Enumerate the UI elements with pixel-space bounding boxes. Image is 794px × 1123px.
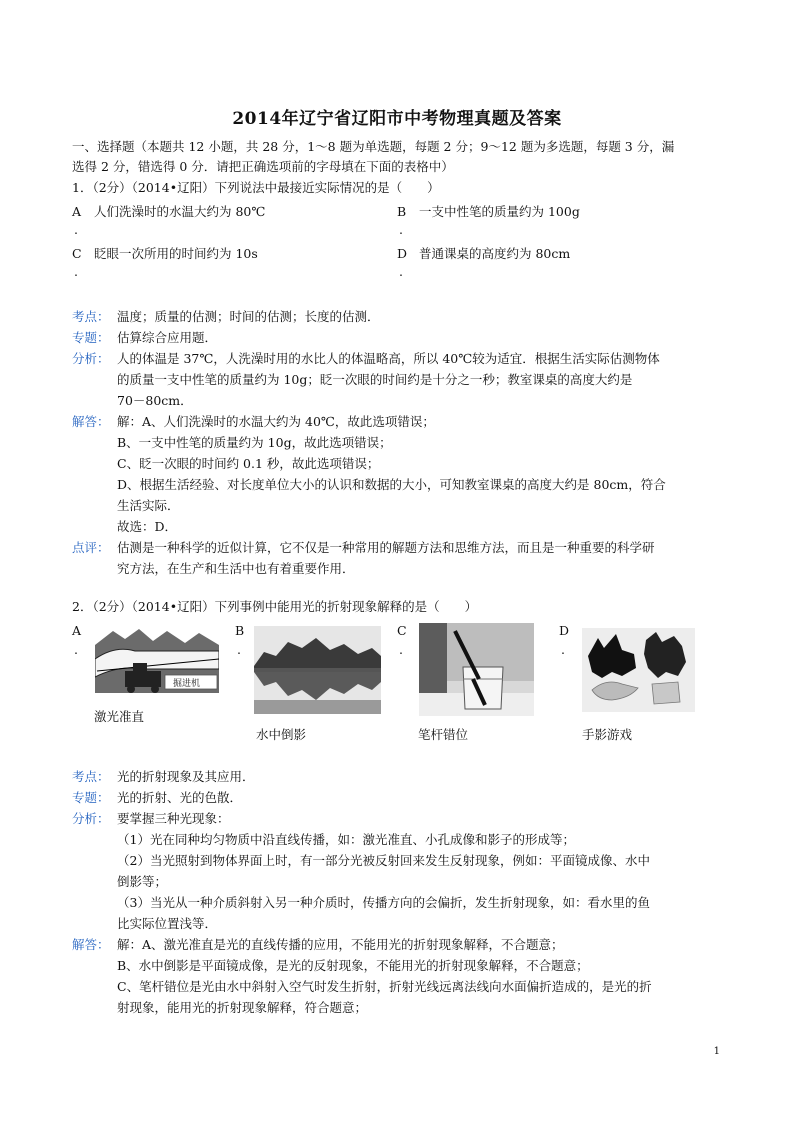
- q1-option-a: [72, 203, 265, 221]
- q2-zhuanti-text: 光的折射、光的色散．: [117, 790, 243, 805]
- q2-caption-b: 水中倒影: [256, 727, 307, 742]
- q1-zhuanti: [72, 327, 722, 348]
- q2-caption-d: 手影游戏: [582, 727, 633, 742]
- q1-zhuanti-text: 估算综合应用题．: [117, 330, 218, 345]
- pen-in-glass-photo: [419, 623, 534, 716]
- q1-jieda-line-1: 解：A、人们洗澡时的水温大约为 40℃，故此选项错误；: [117, 414, 435, 429]
- q2-jieda-line-3: C、笔杆错位是光由水中斜射入空气时发生折射，折射光线远离法线向水面偏折造成的，是光的折: [117, 979, 652, 994]
- q1-option-d-text: 普通课桌的高度约为 80cm: [419, 246, 571, 261]
- q1-option-d-letter: D: [397, 246, 408, 261]
- q2-fenxi-line-5: （3）当光从一种介质斜射入另一种介质时，传播方向的会偏折，发生折射现象，如：看水里的鱼: [117, 895, 650, 910]
- q1-fenxi-line-3: 70－80cm．: [117, 393, 193, 408]
- q1-option-a-text: 人们洗澡时的水温大约为 80℃: [94, 204, 266, 219]
- q1-dianping-line-1: 估测是一种科学的近似计算，它不仅是一种常用的解题方法和思维方法，而且是一种重要的科学研: [117, 540, 655, 555]
- q2-figure-d: [582, 628, 695, 712]
- q1-option-c-text: 眨眼一次所用的时间约为 10s: [94, 246, 258, 261]
- q1-option-b-letter: B: [397, 204, 407, 219]
- q2-option-d-dot: .: [561, 642, 565, 657]
- q2-jieda-line-2: B、水中倒影是平面镜成像，是光的反射现象，不能用光的折射现象解释，不合题意；: [117, 958, 589, 973]
- q1-jieda-line-5: 生活实际．: [117, 498, 180, 513]
- q1-option-c-dot: .: [74, 264, 78, 279]
- q2-option-c-letter: C: [397, 623, 407, 638]
- q2-option-b-dot: .: [237, 642, 241, 657]
- q1-dianping-line-2: 究方法，在生产和生活中也有着重要作用．: [117, 561, 355, 576]
- q2-jieda-label: 解答：: [72, 937, 110, 952]
- q1-option-d: [397, 245, 570, 263]
- water-reflection-photo: [254, 626, 381, 714]
- q1-kaodian-text: 温度；质量的估测；时间的估测；长度的估测．: [117, 309, 380, 324]
- q1-fenxi: [72, 348, 722, 411]
- q1-jieda-line-6: 故选：D．: [117, 519, 178, 534]
- q2-figure-b: [254, 626, 381, 714]
- q1-jieda-line-4: D、根据生活经验、对长度单位大小的认识和数据的大小，可知教室课桌的高度大约是 80cm，符合: [117, 477, 666, 492]
- q1-jieda-line-2: B、一支中性笔的质量约为 10g，故此选项错误；: [117, 435, 392, 450]
- q2-option-a-letter: A: [72, 623, 82, 638]
- q1-option-c: [72, 245, 258, 263]
- q1-option-a-dot: .: [74, 222, 78, 237]
- q2-zhuanti: [72, 787, 722, 808]
- q2-option-b-letter: B: [235, 623, 245, 638]
- q1-fenxi-line-1: 人的体温是 37℃，人洗澡时用的水比人的体温略高，所以 40℃较为适宜．根据生活实际估测物体: [117, 351, 660, 366]
- q2-fenxi-line-2: （1）光在同种均匀物质中沿直线传播，如：激光准直、小孔成像和影子的形成等；: [117, 832, 575, 847]
- q2-fenxi-label: 分析：: [72, 811, 110, 826]
- q2-kaodian-label: 考点：: [72, 769, 110, 784]
- q1-fenxi-label: 分析：: [72, 351, 110, 366]
- q1-kaodian: [72, 306, 722, 327]
- q2-caption-a: 激光准直: [94, 709, 145, 724]
- q1-option-b-text: 一支中性笔的质量约为 100g: [419, 204, 580, 219]
- section-instruction-line-1: 一、选择题（本题共 12 小题，共 28 分，1～8 题为单选题，每题 2 分；9～12 题为多选题，每题 3 分，漏: [72, 139, 675, 154]
- q1-option-b-dot: .: [399, 222, 403, 237]
- q2-figure-c: [419, 623, 534, 716]
- q1-option-c-letter: C: [72, 246, 82, 261]
- q1-dianping-label: 点评：: [72, 540, 110, 555]
- q1-dianping: [72, 537, 722, 579]
- q1-option-a-letter: A: [72, 204, 82, 219]
- q2-kaodian: [72, 766, 722, 787]
- page-title: 2014年辽宁省辽阳市中考物理真题及答案: [232, 109, 562, 129]
- q1-jieda: [72, 411, 722, 537]
- q2-jieda-line-4: 射现象，能用光的折射现象解释，符合题意；: [117, 1000, 368, 1015]
- hand-shadow-photo: [582, 628, 695, 712]
- q2-fenxi-line-3: （2）当光照射到物体界面上时，有一部分光被反射回来发生反射现象，例如：平面镜成像、水中: [117, 853, 650, 868]
- q1-jieda-label: 解答：: [72, 414, 110, 429]
- q1-fenxi-line-2: 的质量一支中性笔的质量约为 10g；眨一次眼的时间约是十分之一秒；教室课桌的高度大约是: [117, 372, 633, 387]
- q1-option-d-dot: .: [399, 264, 403, 279]
- q2-zhuanti-label: 专题：: [72, 790, 110, 805]
- q2-option-c-dot: .: [399, 642, 403, 657]
- laser-tunnel-illustration: [95, 625, 219, 693]
- section-instruction-line-2: 选得 2 分，错选得 0 分．请把正确选项前的字母填在下面的表格中）: [72, 159, 454, 174]
- q1-option-b: [397, 203, 580, 221]
- q2-jieda-line-1: 解：A、激光准直是光的直线传播的应用，不能用光的折射现象解释，不合题意；: [117, 937, 564, 952]
- question-1-stem: 1．（2分）（2014•辽阳）下列说法中最接近实际情况的是（ ）: [72, 180, 440, 195]
- q2-option-d-letter: D: [559, 623, 570, 638]
- q2-fenxi-line-6: 比实际位置浅等．: [117, 916, 218, 931]
- q2-caption-c: 笔杆错位: [418, 727, 469, 742]
- q2-figure-a-label: 掘进机: [173, 679, 201, 689]
- q2-kaodian-text: 光的折射现象及其应用．: [117, 769, 255, 784]
- q1-jieda-line-3: C、眨一次眼的时间约 0.1 秒，故此选项错误；: [117, 456, 380, 471]
- q1-zhuanti-label: 专题：: [72, 330, 110, 345]
- q2-jieda: [72, 934, 722, 1018]
- q2-fenxi-line-4: 倒影等；: [117, 874, 168, 889]
- q2-fenxi-line-1: 要掌握三种光现象：: [117, 811, 230, 826]
- q2-figure-a: [95, 625, 219, 693]
- q2-option-a-dot: .: [74, 642, 78, 657]
- q1-kaodian-label: 考点：: [72, 309, 110, 324]
- page-number: 1: [713, 1046, 720, 1057]
- question-2-stem: 2．（2分）（2014•辽阳）下列事例中能用光的折射现象解释的是（ ）: [72, 599, 478, 614]
- q2-fenxi: [72, 808, 722, 934]
